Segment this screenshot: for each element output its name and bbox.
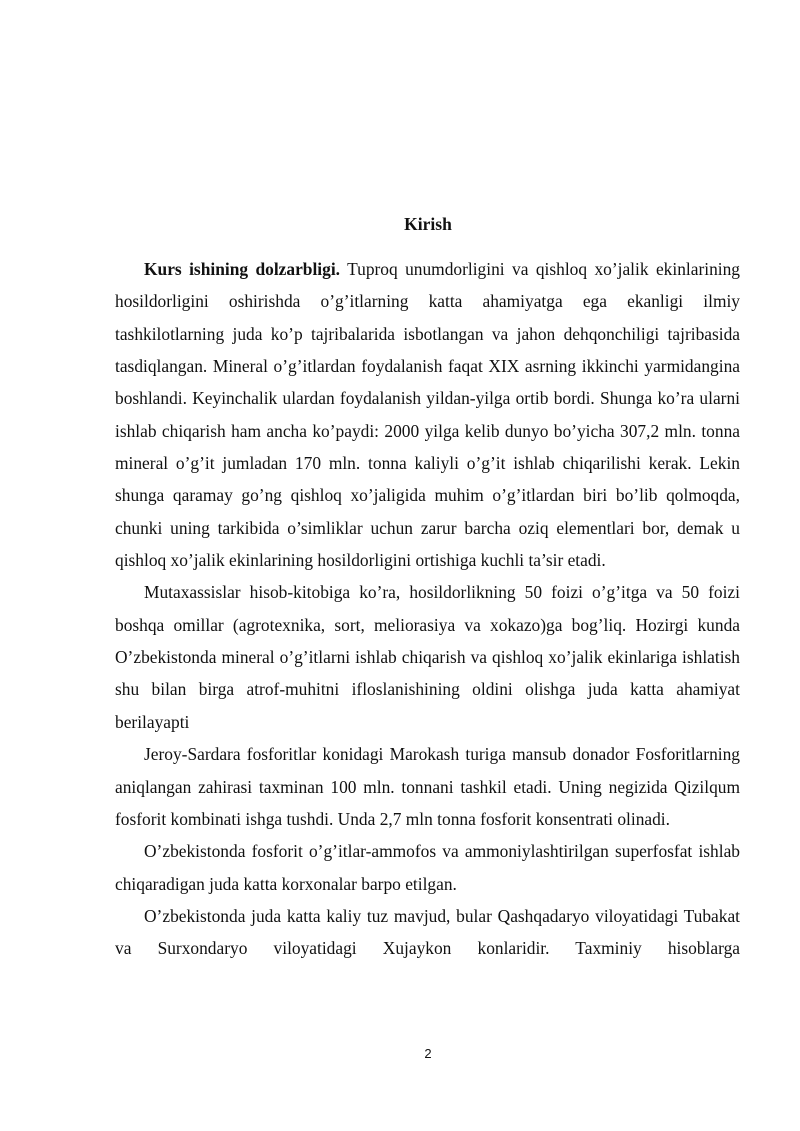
section-title: Kirish (404, 214, 452, 234)
body-text (115, 253, 740, 965)
paragraph-phosphorite-deposit: Jeroy-Sardara fosforitlar konidagi Marokash turiga mansub donador Fosforitlarning aniqlangan zahirasi taxminan 100 mln. tonnani tashkil etadi. Uning negizida Qizilqum fosforit kombinati ishga tushdi. Unda 2,7 mln tonna fosforit konsentrati olinadi. (115, 744, 740, 829)
paragraph-lead: Kurs ishining dolzarbligi. (144, 259, 341, 279)
paragraph-relevance (115, 253, 740, 576)
paragraph-text: Tuproq unumdorligini va qishloq xo’jalik ekinlarining hosildorligini oshirishda o’g’itlarning katta ahamiyatga ega ekanligi ilmiy tashkilotlarning juda ko’p tajribalarida isbotlangan va jahon dehqonchiligi tajribasida tasdiqlangan. Mineral o’g’itlardan foydalanish faqat XIX asrning ikkinchi yarmidangina boshlandi. Keyinchalik ulardan foydalanish yildan-yilga ortib bordi. Shunga ko’ra ularni ishlab chiqarish ham ancha ko’paydi: 2000 yilga kelib dunyo bo’yicha 307,2 mln. tonna mineral o’g’it jumladan 170 mln. tonna kaliyli o’g’it ishlab chiqarilishi kerak. Lekin shunga qaramay go’ng qishloq xo’jaligida muhim o’g’itlardan biri bo’lib qolmoqda, chunki uning tarkibida o’simliklar uchun zarur barcha oziq elementlari bor, demak u qishloq xo’jalik ekinlarining hosildorligini ortishiga kuchli ta’sir etadi. (115, 259, 740, 571)
paragraph-potassium-salt: O’zbekistonda juda katta kaliy tuz mavjud, bular Qashqadaryo viloyatidagi Tubakat va Surxondaryo viloyatidagi Xujaykon konlaridir. Taxminiy hisoblarga (115, 905, 740, 959)
paragraph-experts: Mutaxassislar hisob-kitobiga ko’ra, hosildorlikning 50 foizi o’g’itga va 50 foizi boshqa omillar (agrotexnika, sort, meliorasiya va xokazo)ga bog’liq. Hozirgi kunda O’zbekistonda mineral o’g’itlarni ishlab chiqarish va qishloq xo’jalik ekinlariga ishlatish shu bilan birga atrof-muhitni ifloslanishining oldini olishga juda katta ahamiyat berilayapti (115, 582, 740, 732)
paragraph-phosphate-plants: O’zbekistonda fosforit o’g’itlar-ammofos va ammoniylashtirilgan superfosfat ishlab chiqaradigan juda katta korxonalar barpo etilgan. (115, 841, 740, 894)
page-number: 2 (424, 1046, 432, 1061)
